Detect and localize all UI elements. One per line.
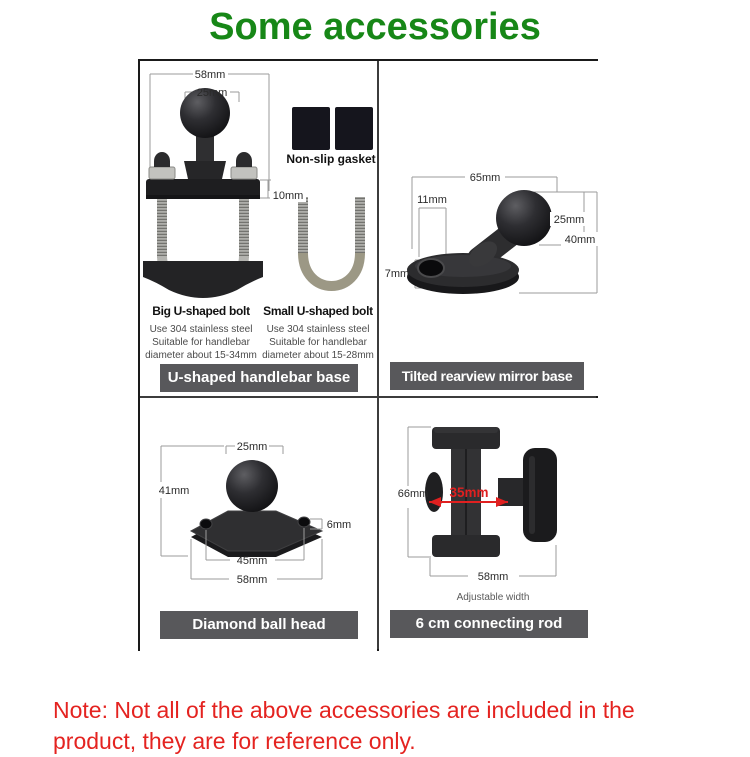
panel-label-connecting-rod: 6 cm connecting rod <box>390 610 588 638</box>
dim-label-40mm: 40mm <box>564 234 596 246</box>
dim-label-41mm: 41mm <box>158 485 190 497</box>
panel-diamond-head <box>140 398 377 651</box>
handlebar-base-illustration <box>140 61 377 304</box>
dim-label-7mm: 7mm <box>384 268 410 280</box>
diamond-head-illustration <box>140 398 377 610</box>
adjustment-knob <box>523 448 557 542</box>
dim-label-58mm: 58mm <box>194 69 226 81</box>
ball-mount-illustration <box>143 88 263 298</box>
panel-label-handlebar-base: U-shaped handlebar base <box>160 364 358 392</box>
desc-line: Use 304 stainless steel <box>266 324 370 335</box>
diamond-head-object <box>191 460 322 557</box>
dim-label-6mm: 6mm <box>326 519 352 531</box>
connecting-rod-illustration <box>379 398 598 610</box>
dim-label-25mm: 25mm <box>553 214 585 226</box>
dim-label-58mm: 58mm <box>477 571 509 583</box>
mirror-base-illustration <box>379 61 598 361</box>
panel-mirror-base <box>379 61 598 396</box>
panel-connecting-rod <box>379 398 598 651</box>
dim-label-35mm: 35mm <box>449 485 489 500</box>
desc-line: Suitable for handlebar <box>152 337 250 348</box>
desc-line: Suitable for handlebar <box>269 337 367 348</box>
page-title: Some accessories <box>209 6 541 48</box>
panel-handlebar-base <box>140 61 377 396</box>
dim-label-58mm: 58mm <box>236 574 268 586</box>
desc-line: diameter about 15-34mm <box>145 350 257 361</box>
disclaimer-note: Note: Not all of the above accessories are included in the product, they are for reference only. <box>53 697 635 754</box>
big-u-bolt-name: Big U-shaped bolt <box>152 304 250 318</box>
panel-label-diamond-head: Diamond ball head <box>160 611 358 639</box>
dim-label-10mm: 10mm <box>272 190 304 202</box>
dim-label-66mm: 66mm <box>397 488 429 500</box>
ball-head <box>226 460 278 512</box>
dim-label-11mm: 11mm <box>417 194 447 206</box>
big-u-bolt-description <box>140 323 262 362</box>
dim-label-65mm: 65mm <box>469 172 501 184</box>
connecting-rod-object <box>425 427 557 557</box>
saddle-clamp <box>143 261 263 298</box>
dim-label-45mm: 45mm <box>236 555 268 567</box>
desc-line: Use 304 stainless steel <box>149 324 253 335</box>
gasket-swatches <box>292 107 373 150</box>
dim-label-25mm: 25mm <box>236 441 268 453</box>
ball-head <box>496 190 552 246</box>
dim-label-25mm: 25mm <box>196 87 228 99</box>
desc-line: diameter about 15-28mm <box>262 350 374 361</box>
small-u-bolt-illustration <box>298 197 365 286</box>
small-u-bolt-name: Small U-shaped bolt <box>263 304 373 318</box>
gasket-caption: Non-slip gasket <box>286 152 376 166</box>
adjustable-width-caption: Adjustable width <box>456 592 530 603</box>
accessories-grid <box>138 59 598 651</box>
panel-label-mirror-base: Tilted rearview mirror base <box>390 362 584 390</box>
small-u-bolt-description <box>258 323 377 362</box>
